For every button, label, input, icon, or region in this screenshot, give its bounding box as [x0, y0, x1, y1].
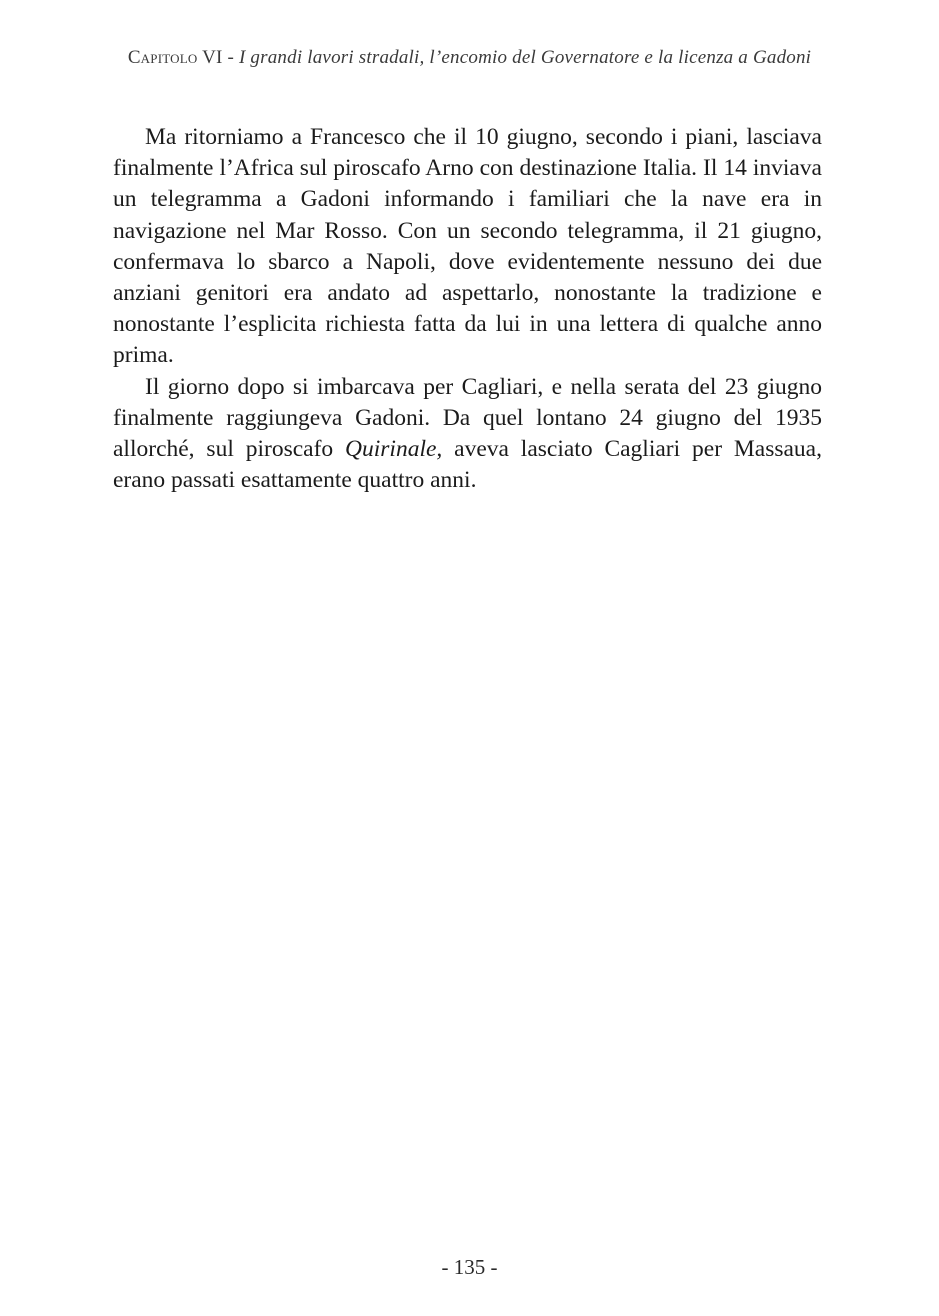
page-number: - 135 - — [441, 1255, 498, 1279]
chapter-title: I grandi lavori stradali, l’encomio del Governatore e la licenza a Gadoni — [238, 47, 812, 68]
paragraph-2-text-before: Il giorno dopo si imbarcava per Cagliari, e nella serata del 23 giugno finalmente raggiungeva Gadoni. Da quel lontano 24 giugno del 1935 allorché, sul piroscafo — [113, 373, 822, 463]
paragraph-2 — [113, 372, 822, 497]
paragraph-2-text-after: aveva lasciato Cagliari per Massaua, erano passati esattamente quattro anni. — [113, 436, 822, 494]
body-text — [113, 122, 822, 496]
paragraph-1: Ma ritorniamo a Francesco che il 10 giugno, secondo i piani, lasciava finalmente l’Africa sul piroscafo Arno con destinazione Italia. Il 14 inviava un telegramma a Gadoni informando i familiari che la nave era in navigazione nel Mar Rosso. Con un secondo telegramma, il 21 giugno, confermava lo sbarco a Napoli, dove evidentemente nessuno dei due anziani genitori era andato ad aspettarlo, nonostante la tradizione e nonostante l’esplicita richiesta fatta da lui in una lettera di qualche anno prima. — [113, 124, 822, 369]
chapter-label: Capitolo VI — [127, 47, 223, 68]
running-head — [0, 47, 939, 69]
ship-name-italic: Quirinale, — [345, 436, 443, 463]
running-head-separator: - — [222, 47, 239, 68]
